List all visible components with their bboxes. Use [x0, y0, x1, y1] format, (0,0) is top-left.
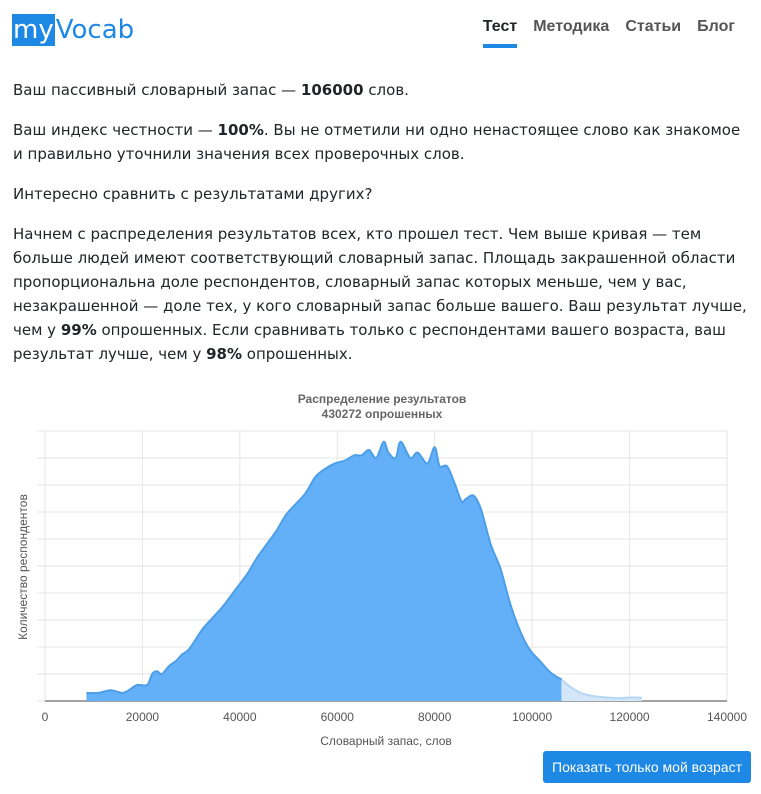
chart-areas [86, 442, 641, 701]
nav-articles[interactable]: Статьи [625, 18, 682, 35]
x-tick-label: 120000 [609, 710, 650, 724]
vocab-size-paragraph: Ваш пассивный словарный запас — 106000 слов. [13, 81, 409, 99]
x-tick-label: 80000 [418, 710, 452, 724]
nav-blog[interactable]: Блог [697, 18, 735, 35]
distribution-paragraph: Начнем с распределения результатов всех, кто прошел тест. Чем выше кривая — тем больше людей имеют соответствующий словарный запас. Площадь закрашенной области пропорциональна доле респондентов, словарный запас которых меньше, чем у вас, незакрашенной — доле тех, у кого словарный запас больше вашего. Ваш результат лучше, чем у 99% опрошенных. Если сравнивать только с респондентами вашего возраста, ваш результат лучше, чем у 98% опрошенных. [13, 225, 747, 363]
logo-my: my [13, 15, 54, 45]
x-tick-label: 100000 [512, 710, 553, 724]
y-axis-label: Количество респондентов [16, 494, 30, 640]
x-axis-label: Словарный запас, слов [320, 734, 452, 748]
x-tick-label: 140000 [706, 710, 748, 724]
x-tick-label: 20000 [125, 710, 160, 724]
series-below-result-fill [86, 442, 561, 701]
site-header [0, 0, 761, 62]
distribution-chart [0, 386, 761, 756]
distribution-chart-svg [0, 386, 761, 756]
logo[interactable] [12, 14, 134, 46]
x-axis-ticks [42, 710, 748, 724]
better-than-age-value: 98% [206, 345, 243, 363]
compare-question: Интересно сравнить с результатами других? [13, 185, 373, 203]
x-tick-label: 60000 [320, 710, 354, 724]
show-my-age-button[interactable]: Показать только мой возраст [543, 751, 751, 783]
chart-title: Распределение результатов [297, 392, 467, 406]
chart-subtitle: 430272 опрошенных [321, 407, 443, 421]
honesty-paragraph: Ваш индекс честности — 100%. Вы не отметили ни одно ненастоящее слово как знакомое и правильно уточнили значения всех проверочных слов. [13, 121, 741, 163]
better-than-all-value: 99% [60, 321, 97, 339]
vocab-size-value: 106000 [300, 81, 364, 99]
logo-vocab: Vocab [55, 15, 135, 45]
x-tick-label: 40000 [223, 710, 257, 724]
nav-test[interactable]: Тест [483, 18, 517, 42]
result-text [13, 78, 748, 382]
honesty-value: 100% [217, 121, 264, 139]
main-nav [483, 18, 735, 42]
x-tick-label: 0 [41, 710, 49, 724]
nav-method[interactable]: Методика [533, 18, 610, 35]
